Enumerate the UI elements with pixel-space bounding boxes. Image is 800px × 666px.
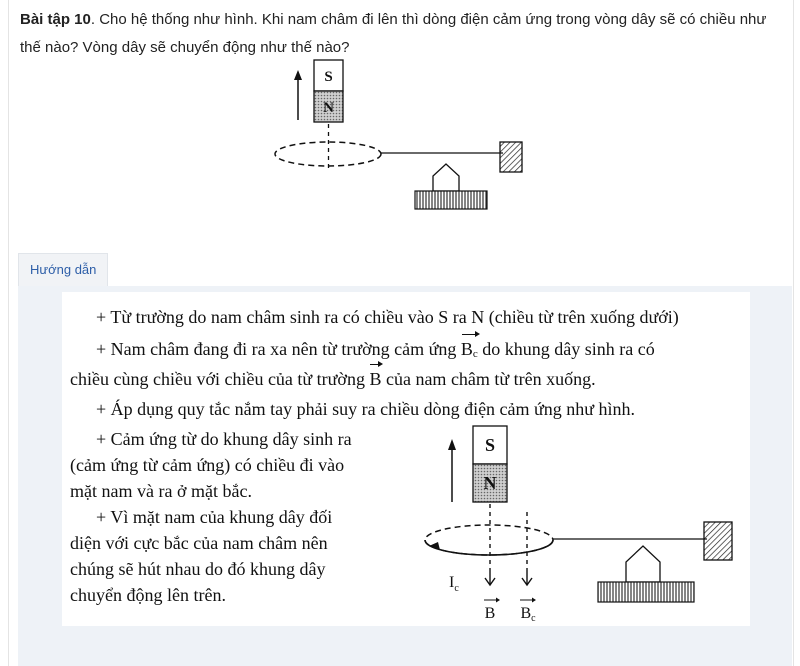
- tab-bar: [18, 253, 794, 285]
- bc-vector-label: [520, 598, 536, 623]
- pivot-support-2: [626, 546, 660, 582]
- answer-line-9: diện với cực bắc của nam châm nên: [70, 533, 328, 553]
- b-vector-label: [484, 598, 500, 623]
- pivot-base-2: [598, 582, 694, 602]
- figure-2-diagram: [402, 422, 742, 622]
- question-label: Bài tập 10: [20, 11, 91, 28]
- answer-image: [62, 292, 750, 626]
- svg-text:Bc: Bc: [520, 605, 536, 622]
- answer-line-11: chuyển động lên trên.: [70, 585, 226, 605]
- bc-down-arrow-icon: [522, 572, 532, 585]
- current-arrow-icon: [429, 542, 440, 550]
- pivot-base: [415, 191, 487, 209]
- vector-bc: Bc: [461, 338, 478, 365]
- answer-line-3-b: của nam châm từ trên xuống.: [381, 369, 596, 389]
- tab-huong-dan[interactable]: Hướng dẫn: [18, 253, 108, 286]
- question-text: . Cho hệ thống như hình. Khi nam châm đi lên thì dòng điện cảm ứng trong vòng dây sẽ có chiều như thế nào? Vòng dây sẽ chuyển động như thế nào?: [20, 11, 767, 56]
- answer-line-2-a: + Nam châm đang đi ra xa nên từ trường cảm ứng: [96, 339, 461, 359]
- magnet-2-s-label: S: [484, 435, 496, 455]
- up-arrow-icon: [448, 439, 456, 502]
- answer-line-3: [70, 368, 596, 390]
- magnet-n-label: N: [323, 100, 334, 116]
- magnet-2-n-label: N: [483, 473, 497, 493]
- figure-1-diagram: [260, 58, 530, 218]
- answer-line-1: + Từ trường do nam châm sinh ra có chiều vào S ra N (chiều từ trên xuống dưới): [96, 307, 679, 327]
- vector-b: B: [369, 369, 382, 389]
- answer-panel: [18, 286, 792, 666]
- answer-line-2-b: do khung dây sinh ra có: [477, 339, 655, 359]
- answer-line-10: chúng sẽ hút nhau do đó khung dây: [70, 559, 326, 579]
- answer-line-3-a: chiều cùng chiều với chiều của từ trường: [70, 369, 370, 389]
- answer-line-7: mặt nam và ra ở mặt bắc.: [70, 481, 252, 501]
- counterweight: [500, 142, 522, 172]
- up-arrow-icon: [294, 70, 302, 120]
- answer-line-5: + Cảm ứng từ do khung dây sinh ra: [96, 429, 352, 449]
- current-label: $I_c$: [449, 574, 459, 594]
- counterweight-2: [704, 522, 732, 560]
- wire-loop: [275, 142, 381, 166]
- answer-line-4: + Áp dụng quy tắc nắm tay phải suy ra chiều dòng điện cảm ứng như hình.: [96, 399, 636, 419]
- magnet-s-label: S: [324, 69, 333, 85]
- answer-line-8: + Vì mặt nam của khung dây đối: [96, 507, 333, 527]
- b-down-arrow-icon: [485, 572, 495, 585]
- loop-front-arc: [425, 540, 553, 555]
- answer-line-2: [96, 338, 655, 365]
- question-paragraph: [20, 6, 780, 62]
- pivot-support: [433, 164, 459, 191]
- answer-line-6: (cảm ứng từ cảm ứng) có chiều đi vào: [70, 455, 345, 475]
- svg-text:B: B: [484, 605, 496, 622]
